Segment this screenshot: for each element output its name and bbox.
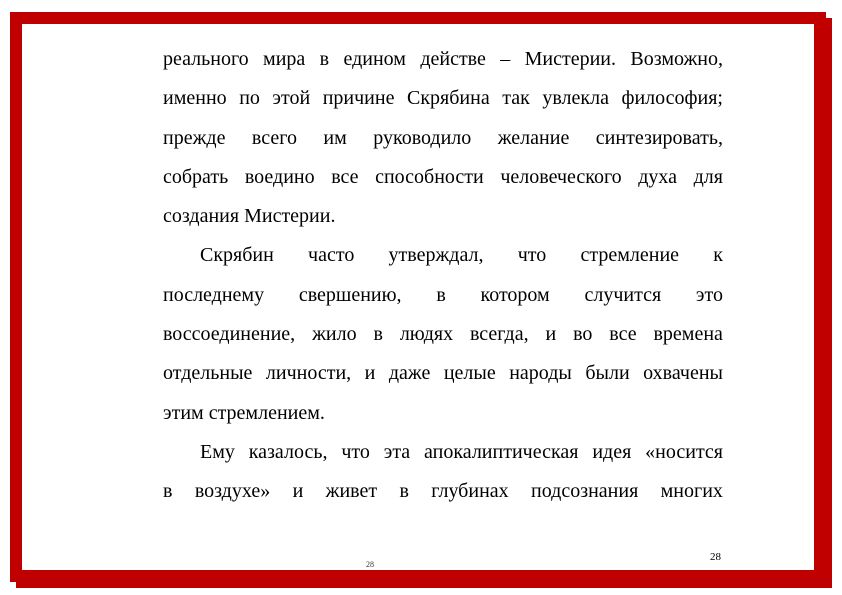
word: жило — [312, 323, 357, 346]
word: все — [331, 165, 359, 188]
text-line — [163, 47, 723, 86]
text-line — [163, 165, 723, 204]
word: воедино — [244, 165, 315, 188]
word: последнему — [163, 283, 265, 306]
word: для — [693, 165, 723, 188]
word: отдельные — [163, 362, 253, 385]
word: по — [239, 87, 260, 110]
text-line — [163, 204, 723, 243]
word: Скрябин — [200, 244, 274, 267]
text-line — [163, 86, 723, 125]
word: времена — [653, 323, 723, 346]
word: даже — [388, 362, 431, 385]
word: именно — [163, 87, 227, 110]
word: в — [373, 323, 383, 346]
page-number: 28 — [710, 551, 721, 563]
word: Мистерии. — [244, 205, 336, 228]
word: что — [517, 244, 547, 267]
page-number-small: 28 — [366, 560, 374, 569]
text-line — [163, 440, 723, 479]
word: этой — [272, 87, 311, 110]
word: прежде — [163, 126, 226, 149]
word: личности, — [265, 362, 352, 385]
word: во — [573, 323, 593, 346]
word: им — [323, 126, 347, 149]
word: мира — [263, 48, 306, 70]
word: идея — [592, 440, 632, 463]
word: едином — [343, 48, 406, 70]
word: увлекла — [542, 87, 609, 110]
word: человеческого — [500, 165, 622, 188]
word: философия; — [621, 87, 723, 110]
slide-page — [22, 24, 814, 570]
word: Мистерии. — [524, 48, 616, 70]
word: воссоединение, — [163, 323, 296, 346]
word: создания — [163, 205, 240, 228]
word: многих — [660, 480, 723, 503]
text-line — [163, 243, 723, 282]
word: и — [364, 362, 376, 385]
word: в — [319, 48, 330, 70]
word: казалось, — [248, 440, 328, 463]
word: так — [502, 87, 530, 110]
word: действе — [420, 48, 486, 70]
word: желание — [497, 126, 570, 149]
word: воздухе» — [194, 480, 271, 503]
word: всегда, — [469, 323, 529, 346]
word: и — [545, 323, 557, 346]
word: этим — [163, 401, 204, 424]
word: были — [585, 362, 630, 385]
word: подсознания — [531, 480, 639, 503]
word: собрать — [163, 165, 229, 188]
word: способности — [375, 165, 484, 188]
word: утверждал, — [388, 244, 484, 267]
word: живет — [325, 480, 378, 503]
word: котором — [480, 283, 550, 306]
text-line — [163, 322, 723, 361]
word: что — [341, 440, 370, 463]
word: это — [695, 283, 723, 306]
word: Возможно, — [630, 48, 723, 70]
word: стремлением. — [208, 401, 325, 424]
word: синтезировать, — [595, 126, 723, 149]
word: целые — [443, 362, 496, 385]
text-line — [163, 126, 723, 165]
text-line — [163, 401, 723, 440]
word: апокалиптическая — [424, 440, 579, 463]
word: Скрябина — [407, 87, 490, 110]
word: в — [163, 480, 173, 503]
word: к — [713, 244, 723, 267]
word: глубинах — [431, 480, 509, 503]
word: причине — [322, 87, 395, 110]
word: – — [500, 48, 511, 70]
text-line — [163, 361, 723, 400]
word: руководило — [373, 126, 472, 149]
body-text — [163, 47, 723, 519]
word: всего — [251, 126, 297, 149]
text-line — [163, 479, 723, 518]
word: в — [436, 283, 446, 306]
word: и — [292, 480, 304, 503]
word: часто — [308, 244, 355, 267]
word: свершению, — [298, 283, 402, 306]
word: в — [399, 480, 409, 503]
text-line — [163, 283, 723, 322]
word: стремление — [580, 244, 680, 267]
word: реального — [163, 48, 249, 70]
word: Ему — [200, 440, 235, 463]
word: все — [609, 323, 637, 346]
word: «носится — [645, 440, 723, 463]
word: людях — [399, 323, 454, 346]
word: народы — [509, 362, 572, 385]
word: охвачены — [643, 362, 723, 385]
word: эта — [383, 440, 411, 463]
word: случится — [584, 283, 662, 306]
word: духа — [638, 165, 678, 188]
